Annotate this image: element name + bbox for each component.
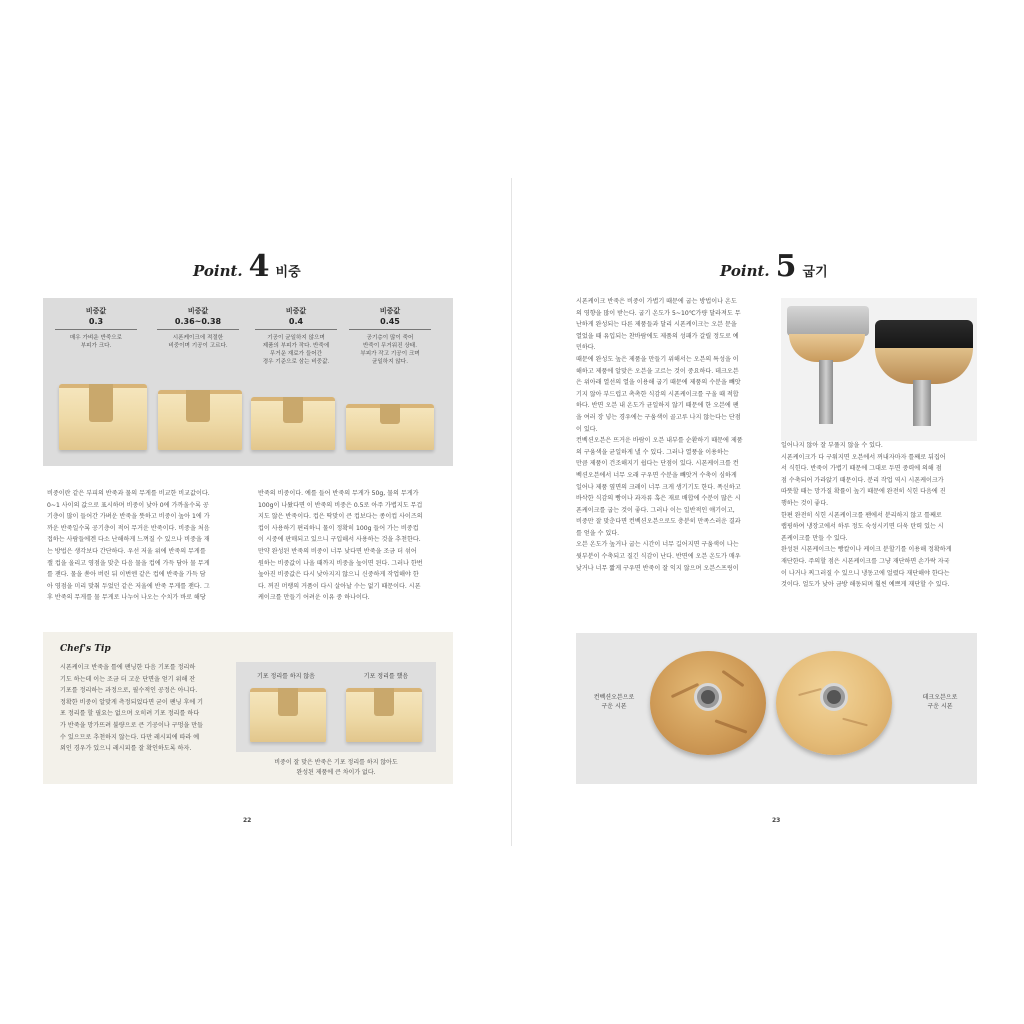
chefs-tip-title: Chef's Tip <box>60 644 111 654</box>
cake-slice-0.3 <box>59 384 147 450</box>
text-line: 의 구움색을 균일하게 낼 수 있다. 그러나 열풍을 이용하는 <box>576 448 729 456</box>
text-line: 접하는 사람들에겐 다소 난해하게 느껴질 수 있으나 비중을 재 <box>47 536 210 544</box>
cake-tube-hole <box>278 688 298 716</box>
page-number-right: 23 <box>772 817 781 824</box>
cake-tube-hole <box>283 397 303 423</box>
body-text-column-1 <box>47 488 247 604</box>
density-value: 0.4 <box>288 317 304 326</box>
text-line: 바삭한 식감의 빵이나 과자류 혹은 재료 배합에 수분이 많은 시 <box>576 495 741 503</box>
density-comparison-photo <box>43 298 453 466</box>
text-line: 해하고 제품에 알맞은 오븐을 고르는 것이 중요하다. 데크오븐 <box>576 367 739 375</box>
density-column <box>343 306 437 366</box>
density-title: 비중값 <box>379 307 401 315</box>
text-line: 100g이 나왔다면 이 반죽의 비중은 0.5로 아주 가볍지도 무겁 <box>258 501 423 509</box>
text-line: 기지 않아 부드럽고 촉촉한 식감의 시폰케이크를 구울 때 적합 <box>576 390 739 398</box>
cake-tube-hole <box>89 384 113 422</box>
text-line: 케이크를 만들기 어려운 이유 중 하나이다. <box>258 594 370 602</box>
text-line: 시폰케이크 반죽을 틀에 팬닝한 다음 기포를 정리하 <box>60 664 196 671</box>
text-line: 점 수축되어 가라앉기 때문이다. 분리 작업 역시 시폰케이크가 <box>781 476 944 484</box>
cake-tube-hole <box>186 390 210 422</box>
text-line: 다. 꺼진 머랭의 거품이 다시 살아날 수는 없기 때문이다. 시폰 <box>258 582 421 590</box>
text-line: 시폰케이크가 다 구워지면 오븐에서 꺼내자마자 틀째로 뒤집어 <box>781 453 946 461</box>
chefs-tip-box <box>43 632 453 784</box>
cooling-upside-down-pan-photo <box>781 298 977 441</box>
divider <box>349 329 431 330</box>
label-line: 구운 시폰 <box>601 703 627 710</box>
point-word: Point. <box>720 262 770 280</box>
point-number: 4 <box>248 249 270 284</box>
density-title: 비중값 <box>285 307 307 315</box>
cake-hanging-from-pan <box>875 348 973 384</box>
text-line: 기도 하는데 이는 조금 더 고운 단면을 얻기 위해 잔 <box>60 675 196 683</box>
text-line: 외인 경우가 있으니 레시피를 잘 확인하도록 하자. <box>60 745 192 753</box>
cooling-bottle-stand <box>913 380 931 426</box>
body-text-column-1 <box>576 296 774 574</box>
text-line: 후 반죽의 무게를 물 무게로 나누어 나오는 수치가 바로 해당 <box>47 594 206 602</box>
density-desc-line: 무거운 재료가 들어간 <box>269 351 323 357</box>
text-line: 이 나거나 찌그러질 수 있으니 냉동고에 얼렸다 재단해야 한다는 <box>781 569 950 577</box>
density-desc-line: 비중이며 기공이 고르다. <box>168 343 228 349</box>
divider <box>55 329 137 330</box>
density-value: 0.3 <box>88 317 104 326</box>
body-text-column-2 <box>258 488 458 604</box>
density-column <box>151 306 245 350</box>
text-line: 난하게 완성되는 다른 제품들과 달리 시폰케이크는 오븐 문을 <box>576 321 737 329</box>
text-line: 기포를 정리하는 과정으로, 필수적인 공정은 아니다. <box>60 687 198 695</box>
label-line: 데크오븐으로 <box>922 694 958 701</box>
density-column <box>249 306 343 366</box>
chiffon-tube-hole <box>827 690 841 704</box>
text-line: 비중이란 같은 부피의 반죽과 물의 무게를 비교한 비교값이다. <box>47 490 210 497</box>
point-label: 굽기 <box>802 265 828 280</box>
page-number-left: 22 <box>243 817 252 824</box>
cake-tube-hole <box>380 404 400 424</box>
point-5-heading <box>720 249 828 288</box>
text-line: 완성된 시폰케이크는 빵칼이나 케이크 분할기를 이용해 정확하게 <box>781 546 952 554</box>
density-desc-line: 경우 기준으로 삼는 비중값. <box>262 359 330 365</box>
cake-crack <box>721 670 744 687</box>
text-line: 것이다. 얼도가 낮아 금방 해동되며 훨씬 예쁘게 재단할 수 있다. <box>781 581 950 589</box>
cake-slice-0.36 <box>158 390 242 450</box>
density-column <box>49 306 143 350</box>
cake-hanging-from-pan <box>789 334 865 362</box>
density-title: 비중값 <box>85 307 107 315</box>
text-line: 포 정리를 할 필요는 없으며 오히려 기포 정리를 하다 <box>60 710 200 718</box>
chefs-tip-text <box>60 662 228 755</box>
text-line: 폰케이크를 굽는 것이 좋다. 그러나 이는 일반적인 얘기이고, <box>576 506 735 514</box>
text-line: 만큼 제품이 건조해지기 쉽다는 단점이 있다. 시폰케이크를 컨 <box>576 460 739 468</box>
point-4-heading <box>193 249 301 288</box>
text-line: 시폰케이크 반죽은 비중이 가볍기 때문에 굽는 방법이나 온도 <box>576 298 737 305</box>
density-desc-line: 매우 가벼운 반죽으로 <box>69 335 123 341</box>
caption-line: 비중이 잘 맞은 반죽은 기포 정리를 하지 않아도 <box>274 759 398 766</box>
density-desc-line: 부피가 크다. <box>80 343 112 349</box>
density-desc-line: 제품의 부피가 작다. 반죽에 <box>262 343 330 349</box>
cake-slice-bubble-removed <box>346 688 422 742</box>
density-desc-line: 반죽이 무거워진 상태. <box>363 343 417 349</box>
text-line: 0~1 사이의 값으로 표시하며 비중이 낮아 0에 가까울수록 공 <box>47 501 209 509</box>
text-line: 높아진 비중값은 다시 낮아지지 않으니 신중하게 작업해야 한 <box>258 571 419 579</box>
text-line: 한편 완전히 식힌 시폰케이크를 팬에서 분리하지 않고 틀째로 <box>781 511 942 519</box>
text-line: 까운 반죽일수록 공기층이 적어 무거운 반죽이다. 비중을 처음 <box>47 524 210 532</box>
text-line: 의 영향을 많이 받는다. 굽기 온도가 5~10℃가량 달라져도 무 <box>576 309 741 317</box>
text-line: 정확한 비중이 알맞게 측정되었다면 굳이 팬닝 후에 기 <box>60 698 204 706</box>
cake-crack <box>798 688 822 696</box>
text-line: 폰케이크를 만들 수 있다. <box>781 534 848 542</box>
text-line: 를 잰다. 물을 쏟아 버린 뒤 이번엔 같은 컵에 반죽을 가득 담 <box>47 571 206 579</box>
text-line: 원하는 비중값이 나올 때까지 비중을 높이면 된다. 그러나 한번 <box>258 559 423 567</box>
point-number: 5 <box>775 249 797 284</box>
text-line: 윗부분이 수축되고 질긴 식감이 난다. 반면에 오븐 온도가 매우 <box>576 553 741 561</box>
text-line: 반죽의 비중이다. 예를 들어 반죽의 무게가 50g, 물의 무게가 <box>258 490 419 497</box>
text-line: 행하는 것이 좋다. <box>781 499 829 507</box>
text-line: 재단한다. 주의할 점은 시폰케이크를 그냥 재단하면 손가락 자국 <box>781 557 950 565</box>
text-line: 랩핑하여 냉장고에서 하루 정도 숙성시키면 더욱 탄력 있는 시 <box>781 523 944 531</box>
text-line: 아 영점을 미리 맞춰 두었던 같은 저울에 반죽 무게를 잰다. 그 <box>47 582 210 590</box>
density-desc-line: 공기층이 많이 죽어 <box>366 335 414 341</box>
text-line: 일어나지 않아 잘 부풀지 않을 수 있다. <box>781 442 883 449</box>
point-label: 비중 <box>275 265 301 280</box>
photo-label-left: 기포 정리를 하지 않음 <box>257 673 315 680</box>
density-desc-line: 균일하지 않다. <box>372 359 408 365</box>
label-line: 구운 시폰 <box>927 703 953 710</box>
cooling-bottle-stand <box>819 360 833 424</box>
text-line: 수 있으므로 추천하지 않는다. 다만 레시피에 따라 예 <box>60 733 200 741</box>
oven-comparison-photo <box>576 633 977 784</box>
text-line: 가 반죽을 망가뜨려 불량으로 큰 기공이나 구멍을 만들 <box>60 721 204 729</box>
text-line: 만약 완성된 반죽의 비중이 너무 낮다면 반죽을 조금 더 섞어 <box>258 547 417 555</box>
cake-slice-0.4 <box>251 397 335 450</box>
density-desc-line: 부피가 작고 기공이 크며 <box>360 351 420 357</box>
point-word: Point. <box>193 262 243 280</box>
chiffon-tube-hole <box>701 690 715 704</box>
page-gutter <box>511 178 512 846</box>
text-line: 컵이 사용하기 편리하니 물이 정확히 100g 들어 가는 비중컵 <box>258 524 419 532</box>
text-line: 때문에 완성도 높은 제품을 만들기 위해서는 오븐의 특성을 이 <box>576 355 739 363</box>
text-line: 기층이 많이 들어간 가벼운 반죽을 뜻하고 비중이 높아 1에 가 <box>47 513 210 521</box>
text-line: 비중만 잘 맞춘다면 컨벡션오븐으로도 충분히 만족스러운 결과 <box>576 518 741 526</box>
cake-slice-0.45 <box>346 404 434 450</box>
label-convection-oven <box>584 693 644 711</box>
text-line: 는 방법은 생각보다 간단하다. 우선 저울 위에 반죽의 무게를 <box>47 547 206 555</box>
cake-crack <box>715 719 748 733</box>
density-title: 비중값 <box>187 307 209 315</box>
text-line: 잴 컵을 올리고 영점을 맞춘 다음 물을 컵에 가득 담아 물 무게 <box>47 559 210 567</box>
text-line: 지도 않은 반죽이다. 컵은 딱맞이 큰 컵보다는 종이컵 사이즈의 <box>258 513 423 521</box>
text-line: 낮거나 너무 짧게 구우면 반죽이 잘 익지 않으며 오븐스프링이 <box>576 564 739 572</box>
density-desc-line: 기공이 균일하지 않으며 <box>267 335 325 341</box>
label-line: 컨벡션오븐으로 <box>593 694 635 701</box>
divider <box>157 329 239 330</box>
text-line: 를 얻을 수 있다. <box>576 529 620 537</box>
density-value: 0.45 <box>380 317 400 326</box>
divider <box>255 329 337 330</box>
text-line: 이 시중에 판매되고 있으니 구입해서 사용하는 것을 추천한다. <box>258 536 421 544</box>
text-line: 은 위아래 열선의 열을 이용해 굽기 때문에 제품의 수분을 빼앗 <box>576 379 741 387</box>
text-line: 민하다. <box>576 344 596 352</box>
body-text-column-2 <box>781 440 979 591</box>
text-line: 서 식힌다. 반죽이 가볍기 때문에 그대로 두면 중력에 의해 점 <box>781 465 942 473</box>
text-line: 을 여러 장 넣는 경우에는 구움색이 골고루 나지 않는다는 단점 <box>576 413 741 421</box>
text-line: 벡션오븐에서 너무 오래 구우면 수분을 빼앗겨 수축이 심하게 <box>576 471 737 479</box>
silver-chiffon-pan <box>787 306 869 336</box>
density-desc-line: 시폰케이크에 적절한 <box>172 335 224 341</box>
density-value: 0.36~0.38 <box>174 317 222 326</box>
photo-label-right: 기포 정리를 했음 <box>363 673 409 680</box>
caption-line: 완성된 제품에 큰 차이가 없다. <box>296 769 376 776</box>
text-line: 따뜻할 때는 망가질 확률이 높기 때문에 완전히 식힌 다음에 진 <box>781 488 946 496</box>
photo-caption <box>236 758 436 778</box>
text-line: 하다. 반면 오븐 내 온도가 균일하지 않기 때문에 한 오븐에 팬 <box>576 402 739 410</box>
text-line: 이 있다. <box>576 425 598 433</box>
label-deck-oven <box>910 693 970 711</box>
text-line: 일어나 제품 옆면의 크레이 너무 크게 생기기도 한다. 폭신하고 <box>576 483 741 491</box>
bubble-removal-comparison-photo <box>236 662 436 752</box>
cake-slice-no-bubble-removal <box>250 688 326 742</box>
text-line: 열었을 때 유입되는 찬바람에도 제품의 성패가 갈릴 정도로 예 <box>576 332 739 340</box>
text-line: 컨벡션오븐은 뜨거운 바람이 오븐 내부를 순환하기 때문에 제품 <box>576 437 743 445</box>
cake-crack <box>842 718 868 727</box>
text-line: 오븐 온도가 높거나 굽는 시간이 너무 길어지면 구움색이 나는 <box>576 541 739 549</box>
cake-tube-hole <box>374 688 394 716</box>
